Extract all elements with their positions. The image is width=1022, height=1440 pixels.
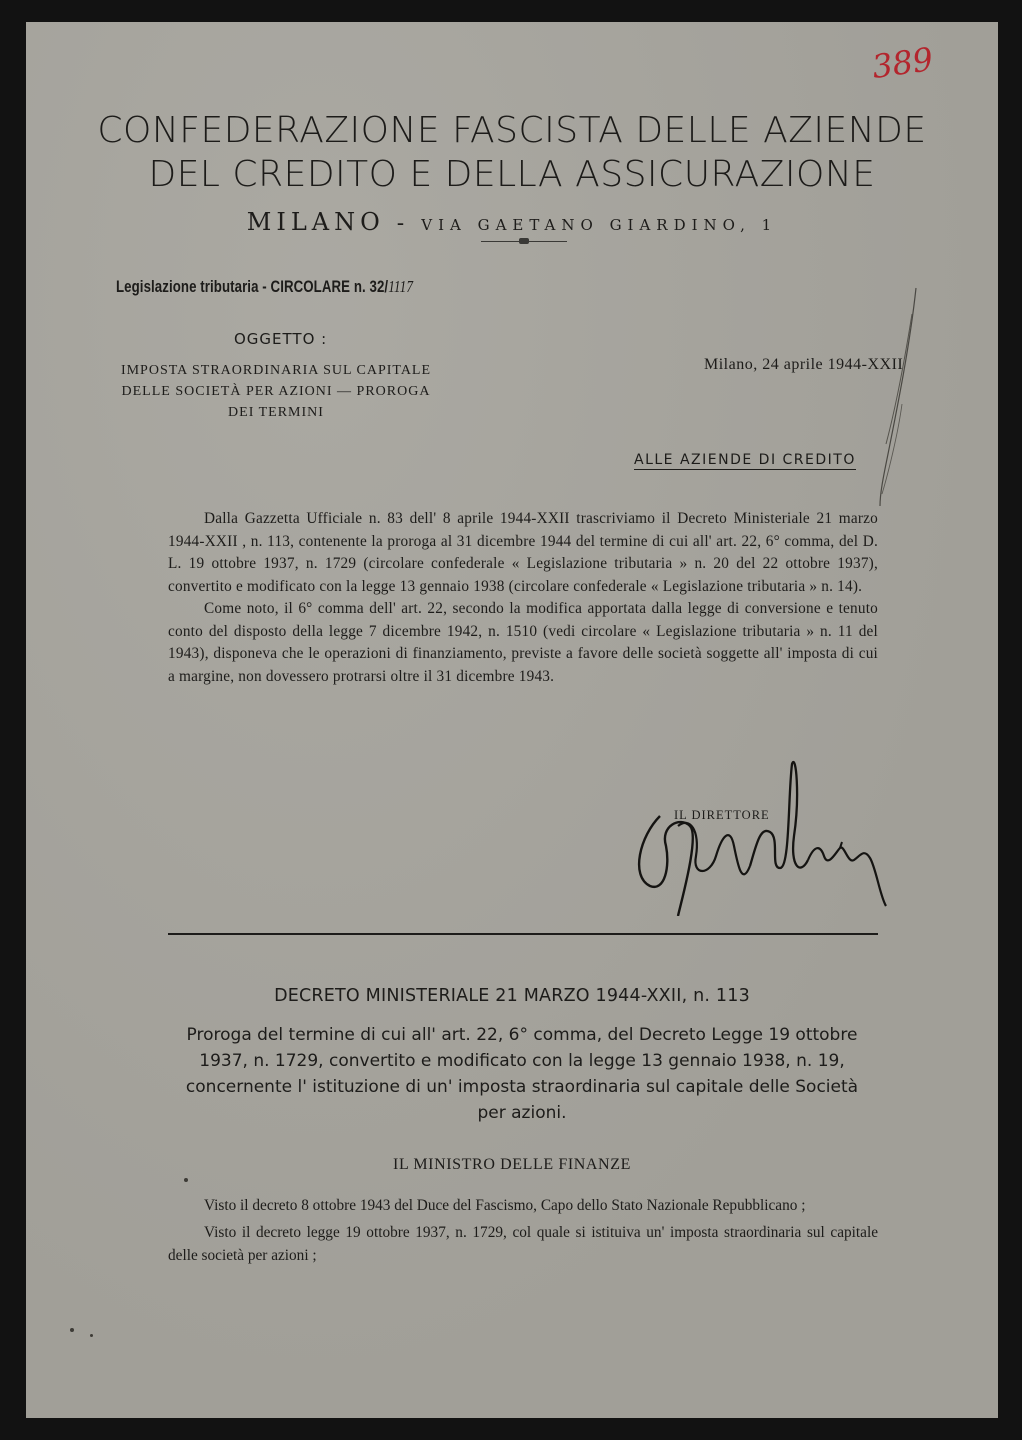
subject-text xyxy=(106,360,446,423)
recital-2: Visto il decreto legge 19 ottobre 1937, n. 1729, col quale si istituiva un' imposta straordinaria sul capitale delle società per azioni ; xyxy=(168,1224,878,1264)
document-page xyxy=(26,22,998,1418)
signature-title: IL DIRETTORE xyxy=(674,808,770,822)
handwritten-signature xyxy=(630,756,890,916)
subject-line-1: IMPOSTA STRAORDINARIA SUL CAPITALE xyxy=(120,363,432,378)
archive-number: 389 xyxy=(869,39,936,87)
decree-subtitle: Proroga del termine di cui all' art. 22, 6° comma, del Decreto Legge 19 ottobre 1937, n. 1729, convertito e modificato con la legge 13 gennaio 1938, n. 19, concernente l' istituzione di un' imposta straordinaria sul capitale delle Società per azioni. xyxy=(185,1025,859,1123)
decree-recitals xyxy=(168,1194,878,1271)
minister-heading: IL MINISTRO DELLE FINANZE xyxy=(393,1156,631,1173)
body-paragraph-2: Come noto, il 6° comma dell' art. 22, secondo la modifica apportata dalla legge di conversione e tenuto conto del disposto della legge 7 dicembre 1942, n. 1510 (vedi circolare « Legislazione tributaria » n. 11 del 1943), disponeva che le operazioni di finanziamento, previste a favore delle società soggette all' imposta di cui a margine, non dovessero protrarsi oltre il 31 dicembre 1943. xyxy=(168,600,878,685)
circular-number: 1117 xyxy=(388,277,414,296)
section-divider xyxy=(168,933,878,935)
subject-line-3: DEI TERMINI xyxy=(228,405,324,420)
subject-line-2: DELLE SOCIETÀ PER AZIONI — PROROGA xyxy=(121,384,431,399)
body-paragraph-1: Dalla Gazzetta Ufficiale n. 83 dell' 8 aprile 1944-XXII trascriviamo il Decreto Ministeriale 21 marzo 1944-XXII , n. 113, contenente la proroga al 31 dicembre 1944 del termine di cui all' art. 22, 6° comma, del D. L. 19 ottobre 1937, n. 1729 (circolare confederale « Legislazione tributaria » n. 20 del 22 ottobre 1937), convertito e modificato con la legge 13 gennaio 1938 (circolare confederale « Legislazione tributaria » n. 14). xyxy=(168,510,878,595)
address-street: VIA GAETANO GIARDINO, 1 xyxy=(421,216,778,234)
paper-speck xyxy=(90,1334,93,1337)
header-divider-ornament xyxy=(519,238,529,244)
organization-address xyxy=(26,208,998,236)
recipient-line: ALLE AZIENDE DI CREDITO xyxy=(634,452,856,468)
circular-label: Legislazione tributaria - CIRCOLARE n. 32/ xyxy=(116,277,389,296)
subject-label: OGGETTO : xyxy=(234,330,328,348)
organization-name-line1: CONFEDERAZIONE FASCISTA DELLE AZIENDE xyxy=(97,110,927,151)
address-city: MILANO xyxy=(246,208,385,236)
paper-speck xyxy=(70,1328,74,1332)
pencil-stroke-mark xyxy=(858,284,918,514)
date-line: Milano, 24 aprile 1944-XXII xyxy=(704,356,904,373)
organization-name-line2: DEL CREDITO E DELLA ASSICURAZIONE xyxy=(148,154,876,195)
paper-speck xyxy=(184,1178,188,1182)
decree-title: DECRETO MINISTERIALE 21 MARZO 1944-XXII, n. 113 xyxy=(274,986,750,1006)
letter-body xyxy=(168,508,878,688)
recital-1: Visto il decreto 8 ottobre 1943 del Duce del Fascismo, Capo dello Stato Nazionale Repubblicano ; xyxy=(204,1197,806,1214)
circular-reference xyxy=(116,277,413,297)
address-separator: - xyxy=(396,211,410,236)
